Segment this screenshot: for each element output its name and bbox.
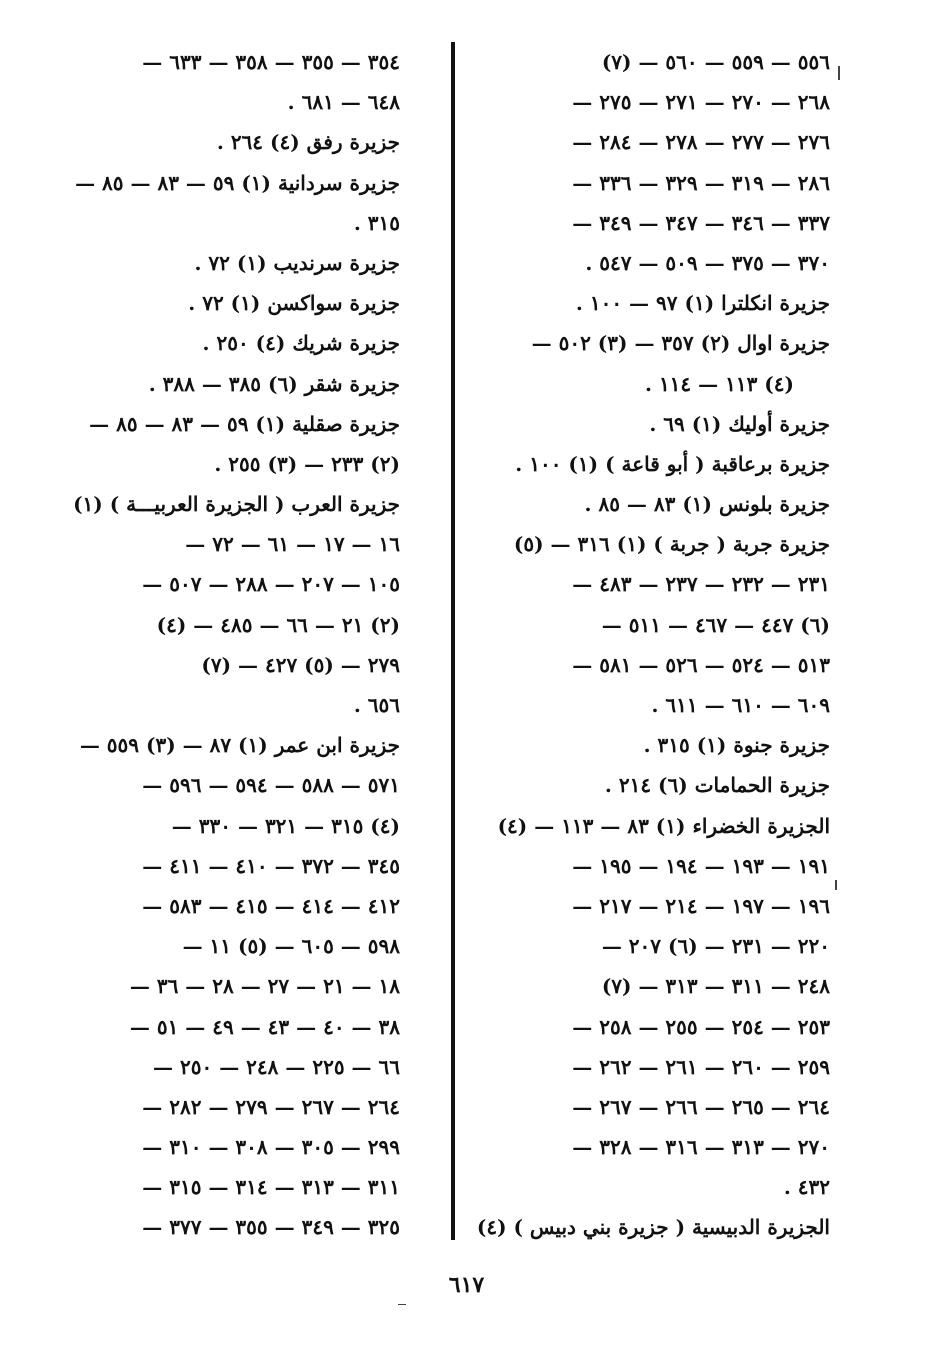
index-entry-line: (٤) ١١٣ — ١١٤ .: [645, 371, 794, 396]
index-entry-line: ٣٥٤ — ٣٥٥ — ٣٥٨ — ٦٣٣ —: [142, 50, 400, 74]
index-entry-line: ٢٨٦ — ٣١٩ — ٣٢٩ — ٣٣٦ —: [572, 170, 830, 195]
index-entry-line: ٣٨ — ٤٠ — ٤٣ — ٤٩ — ٥١ —: [129, 1014, 400, 1039]
index-entry-line: جزيرة الحمامات (٦) ٢١٤ .: [604, 773, 830, 798]
index-entry-line: ٢٦٨ — ٢٧٠ — ٢٧١ — ٢٧٥ —: [572, 90, 830, 115]
index-entry-line: (٢) ٢٣٣ — (٣) ٢٥٥ .: [214, 451, 400, 476]
index-entry-line: الجزيرة الدبيسية ( جزيرة بني دبيس ) (٤): [476, 1215, 830, 1240]
index-entry-line: ٣٣٧ — ٣٤٦ — ٣٤٧ — ٣٤٩ —: [572, 210, 830, 235]
scan-speck: [838, 66, 840, 80]
index-entry-line: جزيرة جنوة (١) ٣١٥ .: [643, 733, 830, 758]
index-entry-line: ٢٢٠ — ٢٣١ — (٦) ٢٠٧ —: [601, 934, 830, 959]
index-entry-line: ٣٤٥ — ٣٧٢ — ٤١٠ — ٤١١ —: [142, 853, 400, 878]
index-entry-line: ٣١٥ .: [353, 210, 400, 235]
index-entry-line: ٦٠٩ — ٦١٠ — ٦١١ .: [651, 693, 830, 717]
index-entry-line: ٥٩٨ — ٦٠٥ — (٥) ١١ —: [182, 934, 400, 959]
index-entry-line: ٤٣٢ .: [783, 1175, 830, 1200]
index-entry-line: ٢٥٩ — ٢٦٠ — ٢٦١ — ٢٦٢ —: [572, 1054, 830, 1079]
index-entry-line: جزيرة رفق (٤) ٢٦٤ .: [216, 130, 400, 155]
index-entry-line: ٢٩٩ — ٣٠٥ — ٣٠٨ — ٣١٠ —: [142, 1135, 400, 1160]
index-entry-line: جزيرة برعاقبة ( أبو قاعة ) (١) ١٠٠ .: [515, 451, 830, 476]
index-entry-line: ٥٧١ — ٥٨٨ — ٥٩٤ — ٥٩٦ —: [142, 773, 400, 798]
index-entry-line: ٣٢٥ — ٣٤٩ — ٣٥٥ — ٣٧٧ —: [142, 1215, 400, 1240]
index-entry-line: جزيرة صقلية (١) ٥٩ — ٨٣ — ٨٥ —: [89, 411, 400, 436]
index-entry-line: جزيرة ابن عمر (١) ٨٧ — (٣) ٥٥٩ —: [79, 733, 400, 758]
index-entry-line: ٢٧٩ — (٥) ٤٢٧ — (٧): [201, 652, 400, 677]
index-entry-line: جزيرة بلونس (١) ٨٣ — ٨٥ .: [584, 492, 830, 517]
index-entry-line: ٦٦ — ٢٢٥ — ٢٤٨ — ٢٥٠ —: [153, 1054, 400, 1079]
scan-speck: [835, 880, 837, 890]
index-entry-line: ١٩٦ — ١٩٧ — ٢١٤ — ٢١٧ —: [572, 893, 830, 918]
index-entry-line: جزيرة انكلترا (١) ٩٧ — ١٠٠ .: [575, 291, 830, 316]
index-entry-line: ١٩١ — ١٩٣ — ١٩٤ — ١٩٥ —: [572, 853, 830, 878]
index-entry-line: ٦٤٨ — ٦٨١ .: [287, 90, 400, 115]
index-entry-line: جزيرة اوال (٢) ٣٥٧ — (٣) ٥٠٢ —: [531, 331, 830, 356]
index-column-left: [52, 42, 400, 1248]
index-entry-line: جزيرة سواكسن (١) ٧٢ .: [188, 291, 400, 316]
index-entry-line: ٥١٣ — ٥٢٤ — ٥٢٦ — ٥٨١ —: [572, 652, 830, 677]
index-entry-line: ٢٥٣ — ٢٥٤ — ٢٥٥ — ٢٥٨ —: [572, 1014, 830, 1039]
index-entry-line: (٦) ٤٤٧ — ٤٦٧ — ٥١١ —: [601, 612, 830, 637]
page-number: ٦١٧: [448, 1272, 485, 1298]
index-entry-line: جزيرة أوليك (١) ٦٩ .: [649, 411, 830, 436]
index-entry-line: ١٨ — ٢١ — ٢٧ — ٢٨ — ٣٦ —: [129, 974, 400, 999]
index-entry-line: جزيرة سرنديب (١) ٧٢ .: [194, 250, 400, 275]
index-entry-line: ٢٦٤ — ٢٦٥ — ٢٦٦ — ٢٦٧ —: [572, 1094, 830, 1119]
index-entry-line: ٢٧٠ — ٣١٣ — ٣١٦ — ٣٢٨ —: [572, 1135, 830, 1160]
index-entry-line: الجزيرة الخضراء (١) ٨٣ — ١١٣ — (٤): [497, 813, 830, 838]
index-entry-line: جزيرة جربة ( جربة ) (١) ٣١٦ — (٥): [513, 532, 830, 557]
index-entry-line: ٣٧٠ — ٣٧٥ — ٥٠٩ — ٥٤٧ .: [585, 250, 830, 275]
index-entry-line: ٦٥٦ .: [353, 693, 400, 717]
index-entry-line: (٢) ٢١ — ٦٦ — ٤٨٥ — (٤): [156, 612, 400, 637]
index-entry-line: ٢٣١ — ٢٣٢ — ٢٣٧ — ٤٨٣ —: [572, 572, 830, 597]
scan-speck: [398, 1304, 406, 1305]
index-entry-line: ١٦ — ١٧ — ٦١ — ٧٢ —: [185, 532, 400, 557]
index-entry-line: جزيرة العرب ( الجزيرة العربيـــة ) (١): [73, 492, 400, 517]
index-entry-line: جزيرة شريك (٤) ٢٥٠ .: [202, 331, 400, 356]
index-entry-line: جزيرة شقر (٦) ٣٨٥ — ٣٨٨ .: [148, 371, 400, 396]
column-divider: [451, 42, 455, 1240]
index-entry-line: جزيرة سردانية (١) ٥٩ — ٨٣ — ٨٥ —: [75, 170, 400, 195]
index-entry-line: ٤١٢ — ٤١٤ — ٤١٥ — ٥٨٣ —: [142, 893, 400, 918]
index-entry-line: ٥٥٦ — ٥٥٩ — ٥٦٠ — (٧): [601, 50, 830, 74]
index-column-right: [478, 42, 830, 1248]
index-entry-line: ٣١١ — ٣١٣ — ٣١٤ — ٣١٥ —: [142, 1175, 400, 1200]
index-entry-line: ١٠٥ — ٢٠٧ — ٢٨٨ — ٥٠٧ —: [142, 572, 400, 597]
index-entry-line: ٢٦٤ — ٢٦٧ — ٢٧٩ — ٢٨٢ —: [142, 1094, 400, 1119]
index-entry-line: (٤) ٣١٥ — ٣٢١ — ٣٣٠ —: [171, 813, 400, 838]
index-entry-line: ٢٤٨ — ٣١١ — ٣١٣ — (٧): [601, 974, 830, 999]
index-entry-line: ٢٧٦ — ٢٧٧ — ٢٧٨ — ٢٨٤ —: [572, 130, 830, 155]
